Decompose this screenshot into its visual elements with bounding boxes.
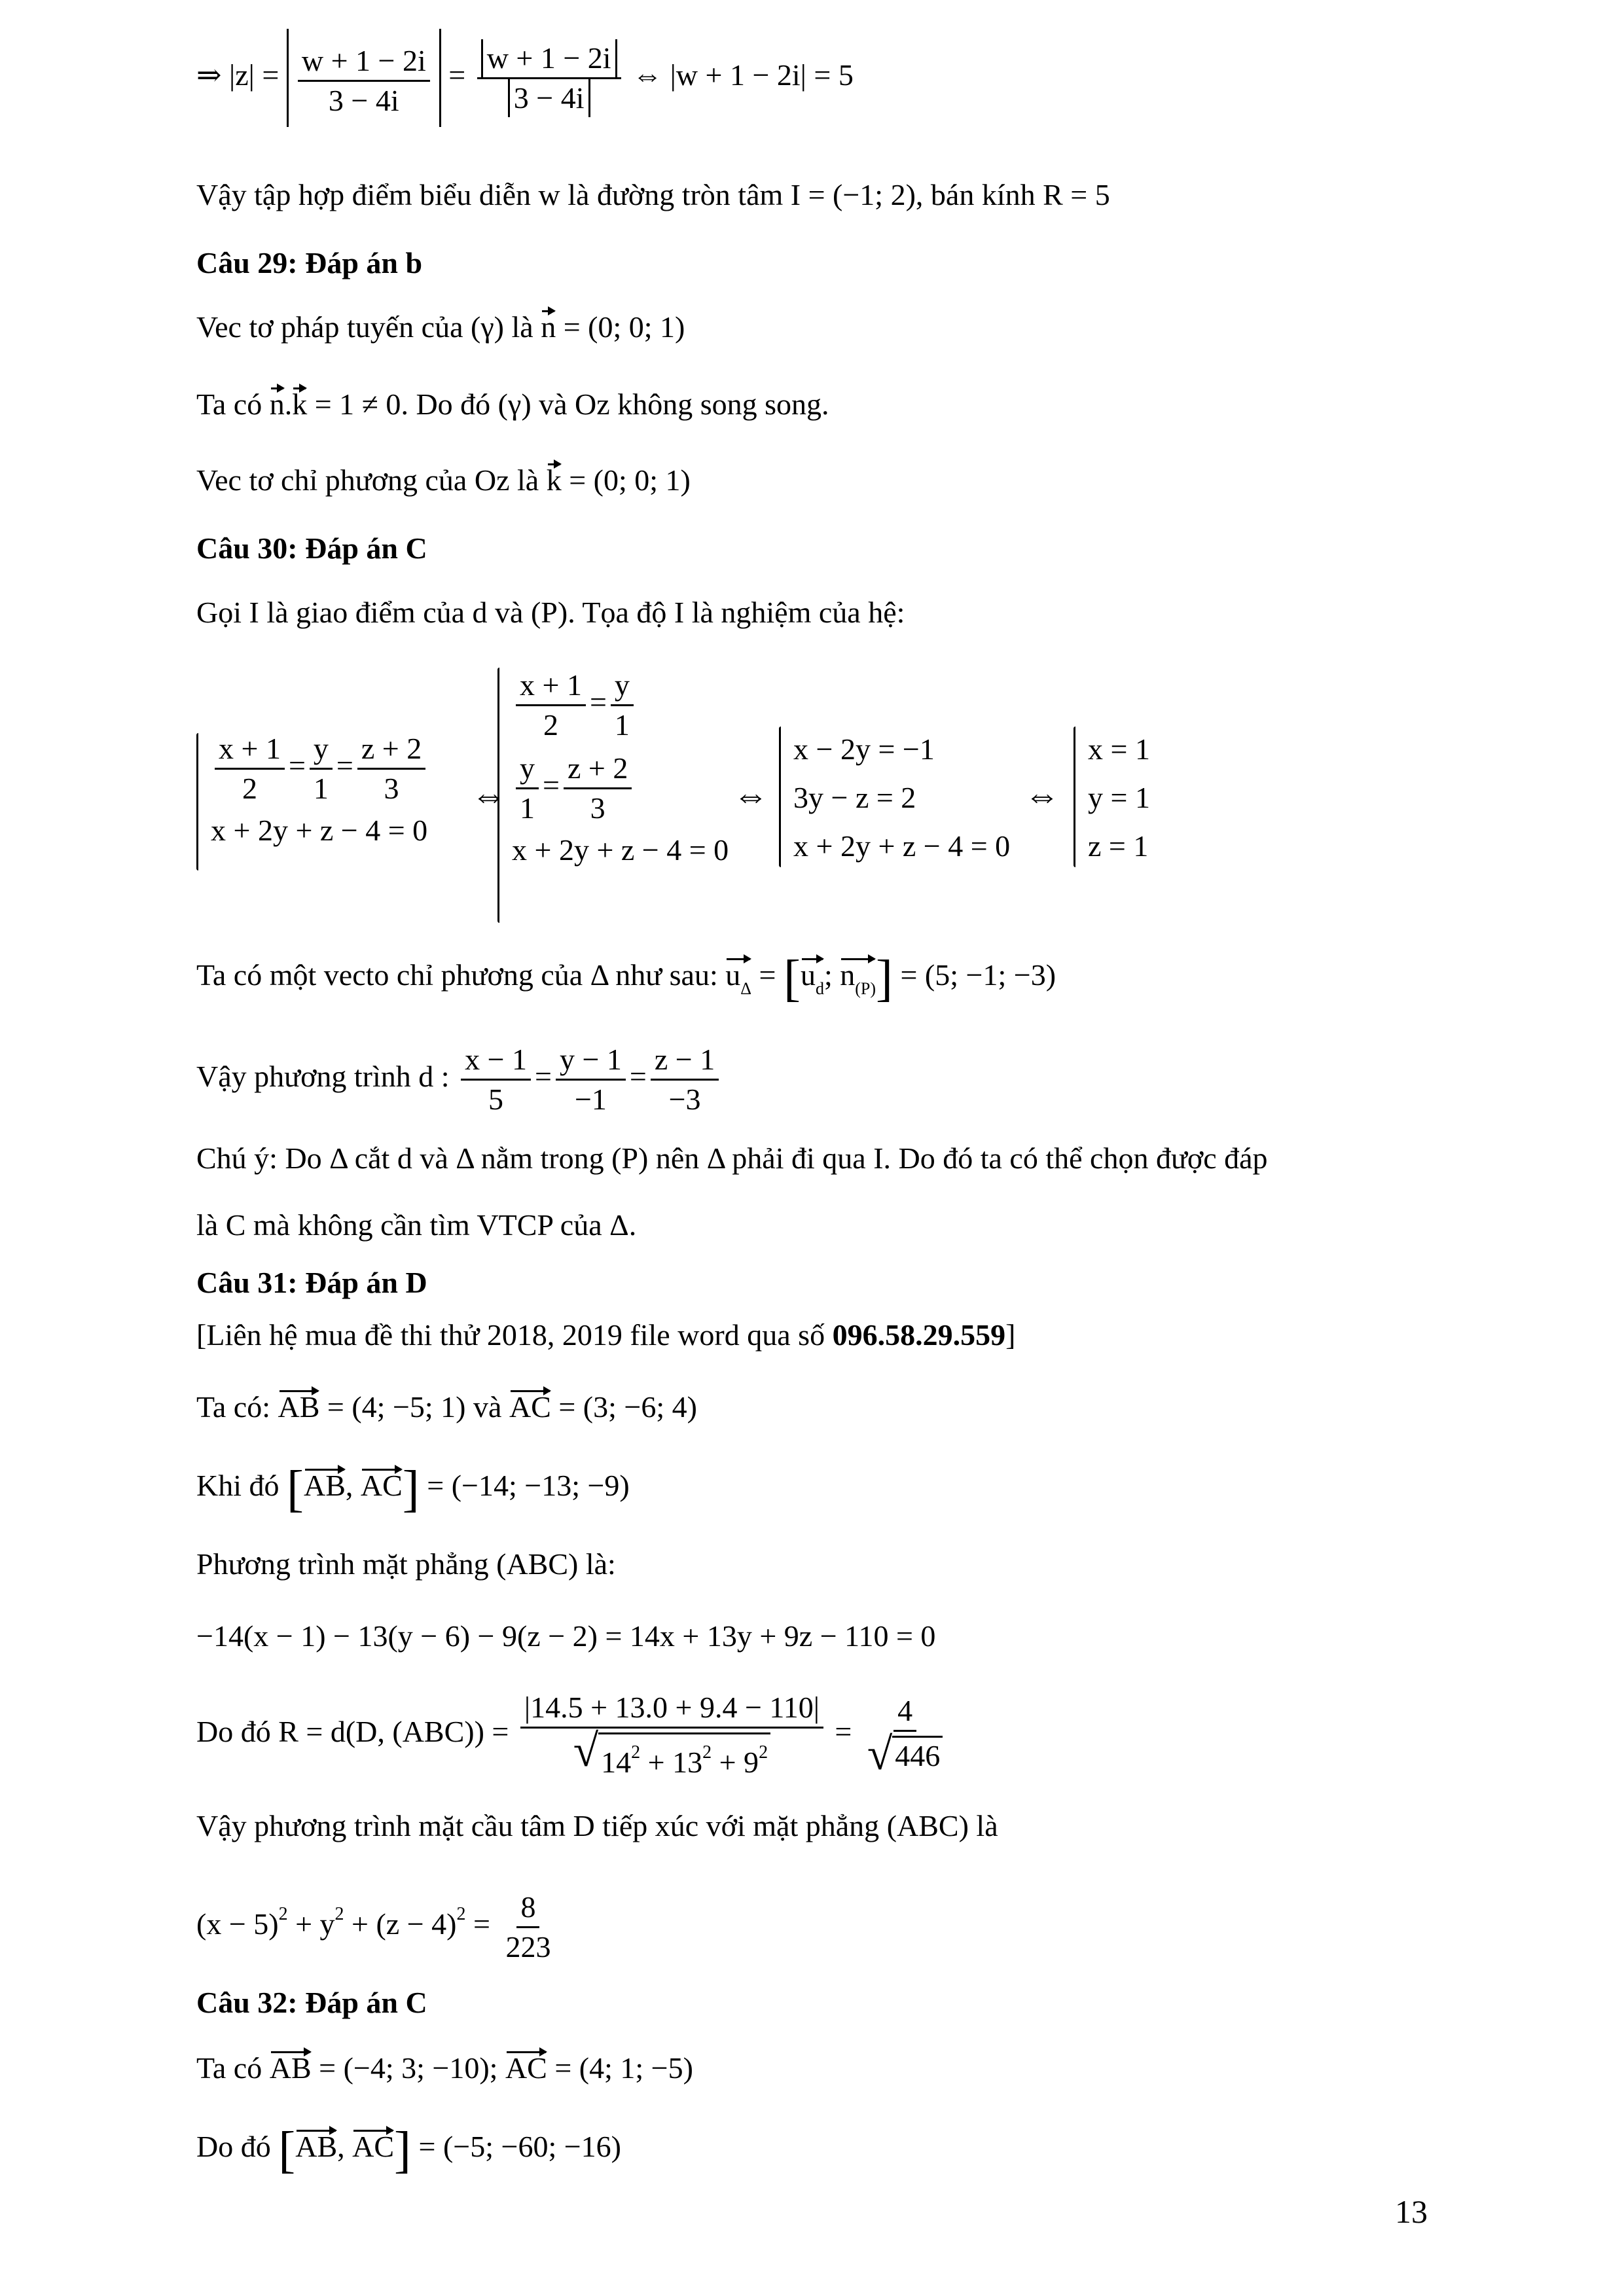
- s30-line-equation: Vậy phương trình d : $\frac{x - 1}{5}$ = $\frac{y - 1}{-1}$ = $\frac{z - 1}{-3}$: [196, 1034, 723, 1119]
- s30-note-line1: Chú ý: Do Δ cắt d và Δ nằm trong (P) nên Δ phải đi qua I. Do đó ta có thể chọn được đáp: [196, 1141, 1268, 1175]
- radius-fraction: |14.5 + 13.0 + 9.4 − 110| √ $14^2 + 13^2 + 9^2$: [520, 1689, 823, 1781]
- system-1-row2: x + 2y + z − 4 = 0: [211, 813, 428, 847]
- heading-cau-32: Câu 32: Đáp án C: [196, 1986, 427, 2019]
- heading-cau-30: Câu 30: Đáp án C: [196, 531, 427, 565]
- vector-n: n: [541, 308, 556, 347]
- equiv-symbol: ⇔: [471, 776, 507, 815]
- vector-ab: AB: [295, 2127, 337, 2166]
- s29-line3: Vec tơ chỉ phương của Oz là k = (0; 0; 1): [196, 461, 691, 500]
- heading-cau-31: Câu 31: Đáp án D: [196, 1266, 427, 1299]
- abs-fraction: [287, 29, 441, 127]
- brace: [497, 668, 499, 923]
- system-3-row3: x + 2y + z − 4 = 0: [793, 829, 1011, 863]
- radius-fraction-2: 4 √ 446: [863, 1692, 947, 1778]
- s32-line1: Ta có AB = (−4; 3; −10); AC = (4; 1; −5): [196, 2049, 693, 2088]
- s32-line2: Do đó [AB, AC] = (−5; −60; −16): [196, 2121, 621, 2178]
- s30-note-line2: là C mà không cần tìm VTCP của Δ.: [196, 1208, 637, 1242]
- vector-k: k: [547, 461, 562, 500]
- s28-formula: ⇒ |z| = $\frac{w + 1 - 2i}{3 - 4i}$ = $\frac{w + 1 - 2i}{3 - 4i}$ ⇔ |w + 1 − 2i| = 5: [196, 26, 854, 127]
- contact-phone: 096.58.29.559: [832, 1318, 1006, 1352]
- s28-conclusion: Vậy tập hợp điểm biểu diễn w là đường tròn tâm I = (−1; 2), bán kính R = 5: [196, 178, 1110, 211]
- vector-u-d: $u_d$: [801, 956, 824, 1009]
- vector-n-p: $n_{(P)}$: [840, 956, 876, 1009]
- brace: [779, 726, 781, 867]
- vector-ab: AB: [270, 2049, 312, 2088]
- s31-radius: Do đó R = d(D, (ABC)) = |14.5 + 13.0 + 9.4 − 110| √ $14^2 + 13^2 + 9^2$ = 4 √ 446: [196, 1689, 950, 1781]
- equiv-symbol: ⇔: [733, 776, 768, 815]
- contact-line: [Liên hệ mua đề thi thử 2018, 2019 file word qua số 096.58.29.559]: [196, 1318, 1016, 1352]
- system-3: [779, 720, 1054, 870]
- vector-k: k: [292, 385, 307, 424]
- z-abs: |z|: [229, 58, 255, 92]
- s31-plane-equation: −14(x − 1) − 13(y − 6) − 9(z − 2) = 14x + 13y + 9z − 110 = 0: [196, 1619, 936, 1653]
- fraction-abs: $\frac{w + 1 - 2i}{3 - 4i}$: [477, 39, 621, 117]
- vector-ac: AC: [361, 1466, 403, 1505]
- fraction: $\frac{w + 1 - 2i}{3 - 4i}$: [298, 42, 430, 120]
- system-2-row1: $\frac{x + 1}{2}$ = $\frac{y}{1}$: [512, 661, 729, 744]
- system-2-row2: $\frac{y}{1}$ = $\frac{z + 2}{3}$: [512, 744, 729, 827]
- brace: [196, 733, 198, 870]
- s31-line3: Phương trình mặt phẳng (ABC) là:: [196, 1547, 616, 1581]
- system-4-row3: z = 1: [1088, 829, 1149, 863]
- system-4-row1: x = 1: [1088, 732, 1150, 766]
- page-number: 13: [1395, 2193, 1428, 2230]
- system-1: [196, 726, 458, 877]
- system-4: [1074, 720, 1204, 870]
- vector-ac: AC: [509, 1388, 551, 1427]
- brace: [1074, 726, 1075, 867]
- s30-intro: Gọi I là giao điểm của d và (P). Tọa độ I là nghiệm của hệ:: [196, 596, 905, 629]
- s31-sphere-intro: Vậy phương trình mặt cầu tâm D tiếp xúc với mặt phẳng (ABC) là: [196, 1809, 998, 1842]
- vector-ab: AB: [304, 1466, 346, 1505]
- vector-u-delta: $u_\Delta$: [725, 956, 751, 1009]
- vector-ac: AC: [505, 2049, 547, 2088]
- s31-line2: Khi đó [AB, AC] = (−14; −13; −9): [196, 1460, 630, 1517]
- system-1-row1: $\frac{x + 1}{2}$ = $\frac{y}{1}$ = $\frac{z + 2}{3}$: [211, 726, 429, 808]
- equiv-symbol: ⇔: [1024, 776, 1060, 815]
- vector-ac: AC: [352, 2127, 394, 2166]
- system-3-row1: x − 2y = −1: [793, 732, 935, 766]
- s30-vector-line: Ta có một vecto chỉ phương của Δ như sau: $u_\Delta = [u_d$; $n_{(P)}] = (5$; −1; −3): [196, 956, 1056, 1009]
- s31-sphere-equation: $(x - 5)^2 + y^2 + (z - 4)^2$ = $\frac{8}{223}$: [196, 1872, 558, 1967]
- vector-ab: AB: [278, 1388, 320, 1427]
- s29-line2: Ta có n.k = 1 ≠ 0. Do đó (γ) và Oz không song song.: [196, 385, 829, 424]
- system-2-row3: x + 2y + z − 4 = 0: [512, 833, 729, 867]
- s29-line1: Vec tơ pháp tuyến của (γ) là n = (0; 0; 1): [196, 308, 685, 347]
- system-3-row2: 3y − z = 2: [793, 781, 916, 814]
- heading-cau-29: Câu 29: Đáp án b: [196, 246, 423, 279]
- vector-n: n: [270, 385, 285, 424]
- system-4-row2: y = 1: [1088, 781, 1150, 814]
- s31-line1: Ta có: AB = (4; −5; 1) và AC = (3; −6; 4): [196, 1388, 697, 1427]
- system-2: [497, 661, 759, 923]
